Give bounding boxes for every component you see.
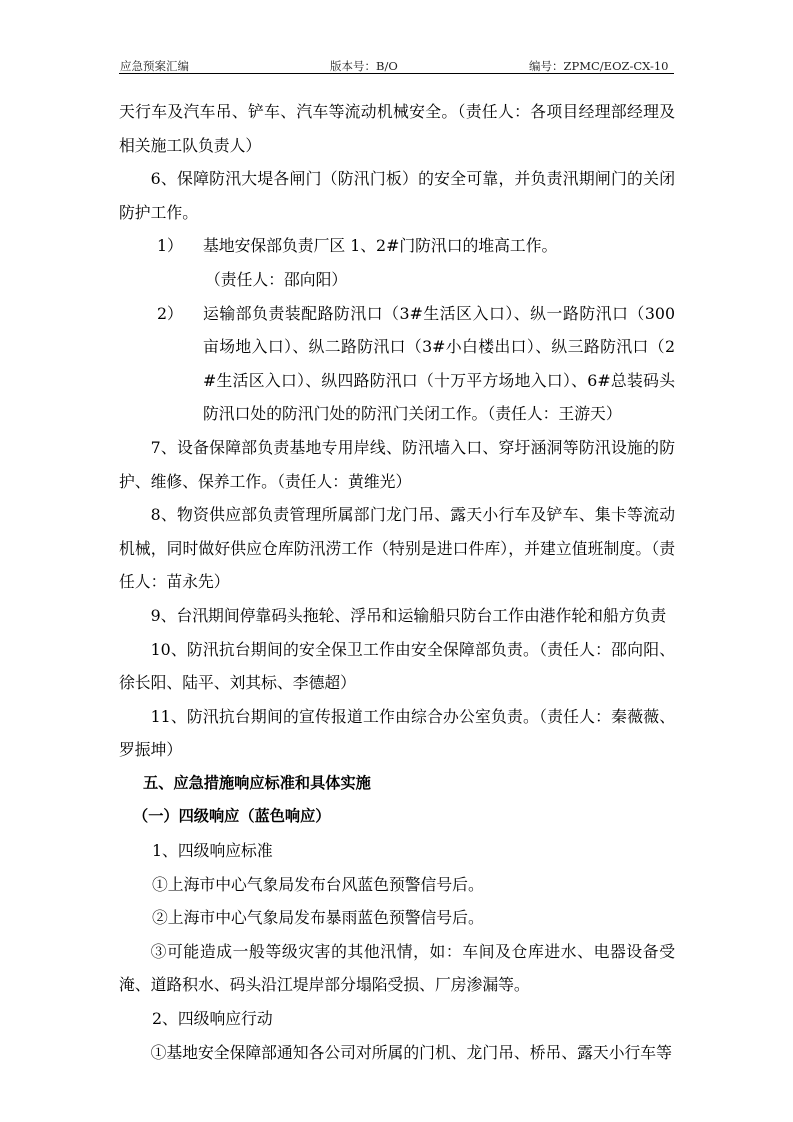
standard-item-1: ①上海市中心气象局发布台风蓝色预警信号后。 — [152, 874, 484, 894]
paragraph-7: 7、设备保障部负责基地专用岸线、防汛墙入口、穿圩涵洞等防汛设施的防护、维修、保养工作。（责任人：黄维光） — [119, 437, 675, 491]
list-item-text: 基地安保部负责厂区 1、2#门防汛口的堆高工作。 — [203, 236, 558, 256]
standard-title: 1、四级响应标准 — [152, 841, 273, 861]
list-number: 2） — [157, 303, 183, 323]
list-number: 1） — [157, 236, 183, 256]
list-item-2 — [119, 297, 675, 431]
header-doc-number: 编号：ZPMC/EOZ-CX-10 — [529, 59, 669, 73]
paragraph-11: 11、防汛抗台期间的宣传报道工作由综合办公室负责。（责任人：秦薇薇、罗振坤） — [119, 706, 675, 760]
list-item-1 — [119, 229, 675, 296]
paragraph-10: 10、防汛抗台期间的安全保卫工作由安全保障部负责。（责任人：邵向阳、徐长阳、陆平、刘其标、李德超） — [119, 639, 675, 693]
action-title: 2、四级响应行动 — [152, 1009, 273, 1029]
paragraph-continued: 天行车及汽车吊、铲车、汽车等流动机械安全。（责任人：各项目经理部经理及相关施工队负责人） — [119, 102, 675, 155]
header-version: 版本号：B/O — [330, 59, 398, 73]
paragraph-6: 6、保障防汛大堤各闸门（防汛门板）的安全可靠，并负责汛期闸门的关闭防护工作。 — [119, 169, 675, 222]
action-item-1: ①基地安全保障部通知各公司对所属的门机、龙门吊、桥吊、露天小行车等 — [150, 1042, 672, 1062]
section-heading: 五、应急措施响应标准和具体实施 — [143, 773, 371, 792]
standard-item-3: ③可能造成一般等级灾害的其他汛情，如：车间及仓库进水、电器设备受淹、道路积水、码头沿江堤岸部分塌陷受损、厂房渗漏等。 — [119, 941, 675, 995]
document-body — [119, 95, 675, 1069]
paragraph-9: 9、台汛期间停靠码头拖轮、浮吊和运输船只防台工作由港作轮和船方负责 — [150, 605, 667, 625]
header-doc-collection: 应急预案汇编 — [120, 59, 189, 73]
list-item-text: 运输部负责装配路防汛口（3#生活区入口）、纵一路防汛口（300 亩场地入口）、纵二路防汛口（3#小白楼出口）、纵三路防汛口（2#生活区入口）、纵四路防汛口（十万平方场地入口）、6#总装码头防汛口处的防汛门处的防汛门关闭工作。（责任人：王游天） — [203, 303, 675, 424]
standard-item-2: ②上海市中心气象局发布暴雨蓝色预警信号后。 — [152, 908, 484, 928]
paragraph-8: 8、物资供应部负责管理所属部门龙门吊、露天小行车及铲车、集卡等流动机械，同时做好供应仓库防汛涝工作（特别是进口件库），并建立值班制度。（责任人：苗永先） — [119, 505, 675, 592]
page-header — [119, 57, 674, 74]
list-item-responsible: （责任人：邵向阳） — [205, 269, 348, 289]
subsection-heading: （一）四级响应（蓝色响应） — [133, 807, 331, 826]
